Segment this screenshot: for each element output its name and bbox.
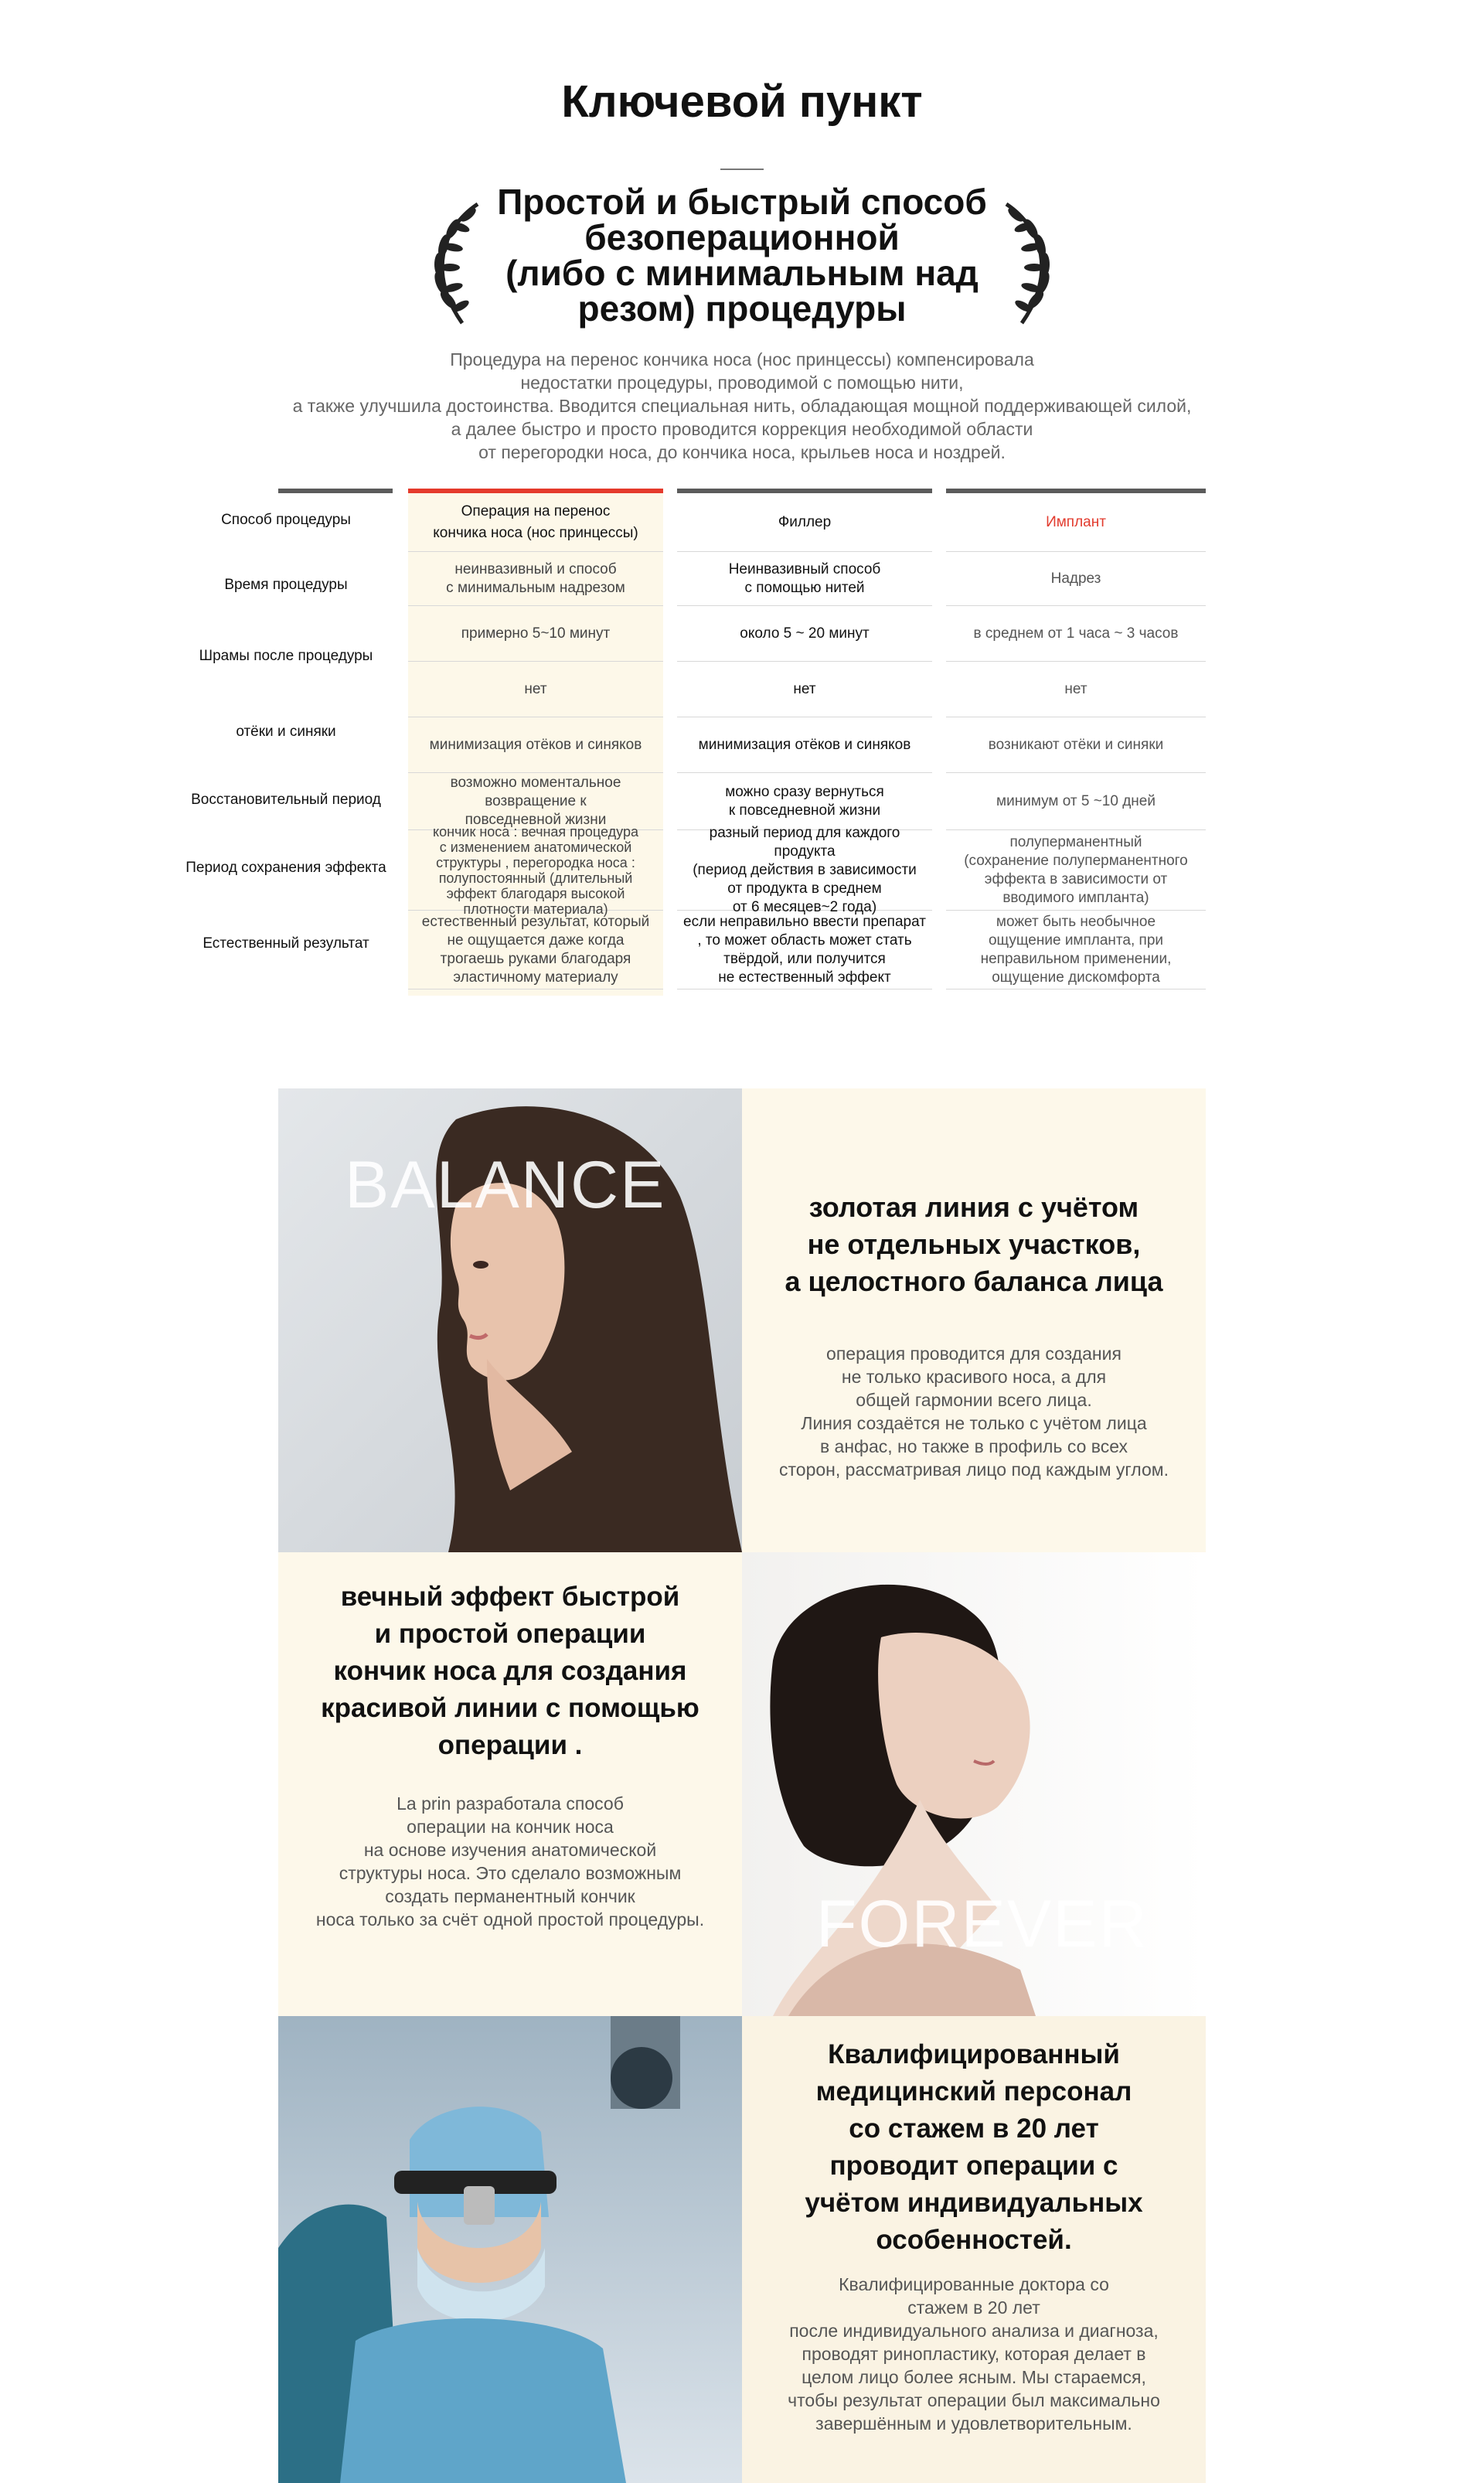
row-label: Способ процедуры [221,512,351,528]
table-cell: неинвазивный и способ с минимальным надрезом [408,552,663,606]
forever-heading: вечный эффект быстрой и простой операции кончик носа для создания красивой линии с помощью операции . [321,1582,699,1760]
table-cell: Надрез [946,552,1206,606]
feature-balance [278,1088,1206,1552]
table-cell: около 5 ~ 20 минут [677,606,932,662]
laurel-right-icon [992,198,1067,329]
row-label: Естественный результат [203,935,369,952]
table-cell: возможно моментальное возвращение к повседневной жизни [408,773,663,830]
intro-paragraph: Процедура на перенос кончика носа (нос принцессы) компенсировала недостатки процедуры, проводимой с помощью нити, а также улучшила достоинства. Вводится специальная нить, обладающая мощной поддерживающей силой, а далее быстро и просто проводится коррекция необходимой области от перегородки носа, до кончика носа, крыльев носа и ноздрей. [292,349,1192,462]
column-implant [946,489,1206,996]
feature-forever [278,1552,1206,2016]
table-cell: Неинвазивный способ с помощью нитей [677,552,932,606]
table-cell: возникают отёки и синяки [946,717,1206,773]
table-cell: нет [946,662,1206,717]
row-label-column [278,489,393,996]
table-cell: в среднем от 1 часа ~ 3 часов [946,606,1206,662]
forever-photo [742,1552,1206,2016]
table-cell: естественный результат, который не ощущается даже когда трогаешь руками благодаря эластичному материалу [408,911,663,989]
doctors-body: Квалифицированные доктора со стажем в 20 лет после индивидуального анализа и диагноза, проводят ринопластику, которая делает в целом лицо более ясным. Мы стараемся, чтобы результат операции был максимально завершённым и удовлетворительным. [788,2274,1160,2434]
table-cell: минимум от 5 ~10 дней [946,773,1206,830]
table-cell: если неправильно ввести препарат , то может область может стать твёрдой, или получится не естественный эффект [677,911,932,989]
table-cell: примерно 5~10 минут [408,606,663,662]
table-cell: может быть необычное ощущение импланта, при неправильном применении, ощущение дискомфорта [946,911,1206,989]
balance-overlay-text: BALANCE [345,1148,666,1222]
table-cell: можно сразу вернуться к повседневной жизни [677,773,932,830]
row-label: отёки и синяки [236,724,336,740]
balance-text-panel [742,1088,1206,1552]
row-label: Шрамы после процедуры [199,648,373,664]
column-header: Операция на перенос кончика носа (нос принцессы) [408,493,663,552]
column-princess-nose [408,489,663,996]
table-cell: минимизация отёков и синяков [408,717,663,773]
title-divider [720,169,764,170]
feature-doctors [278,2016,1206,2483]
subtitle: Простой и быстрый способ безоперационной (либо с минимальным над резом) процедуры [497,182,987,329]
comparison-table [0,489,1484,999]
subtitle-block [417,184,1067,339]
balance-heading: золотая линия с учётом не отдельных участков, а целостного баланса лица [785,1191,1163,1297]
row-label: Время процедуры [224,577,348,593]
table-cell: нет [408,662,663,717]
table-cell: нет [677,662,932,717]
doctors-heading: Квалифицированный медицинский персонал со стажем в 20 лет проводит операции с учётом индивидуальных особенностей. [805,2039,1143,2255]
column-topbar [278,489,393,493]
forever-overlay-text: FOREVER [816,1887,1149,1961]
surgeon-photo [278,2016,742,2483]
row-label: Восстановительный период [191,792,381,808]
table-cell: разный период для каждого продукта (период действия в зависимости от продукта в среднем от 6 месяцев~2 года) [677,830,932,911]
table-cell: минимизация отёков и синяков [677,717,932,773]
surgeon-image [278,2016,742,2483]
column-header: Филлер [677,493,932,552]
laurel-left-icon [417,198,492,329]
column-filler [677,489,932,996]
table-cell: полуперманентный (сохранение полуперманентного эффекта в зависимости от вводимого импланта) [946,830,1206,911]
doctors-text-panel [742,2016,1206,2483]
balance-photo [278,1088,742,1552]
row-label: Период сохранения эффекта [186,860,386,876]
forever-body: La prin разработала способ операции на кончик носа на основе изучения анатомической структуры носа. Это сделало возможным создать перманентный кончик носа только за счёт одной простой процедуры. [315,1793,705,1930]
column-header: Имплант [946,493,1206,552]
forever-text-panel [278,1552,742,2016]
page-title: Ключевой пункт [561,77,923,127]
balance-body: операция проводится для создания не только красивого носа, а для общей гармонии всего лица. Линия создаётся не только с учётом лица в анфас, но также в профиль со всех сторон, рассматривая лицо под каждым углом. [779,1344,1169,1480]
table-cell: кончик носа : вечная процедура с изменением анатомической структуры , перегородка носа : полупостоянный (длительный эффект благодаря высокой плотности материала) [408,830,663,911]
